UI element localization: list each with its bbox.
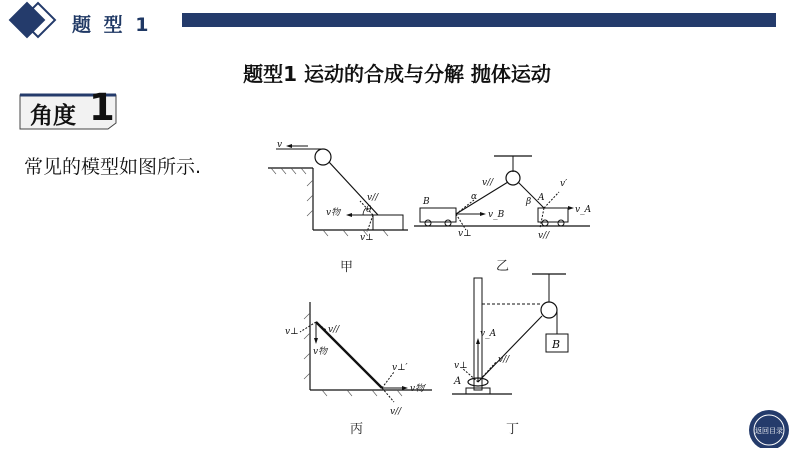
header-title: 题 型 1	[72, 14, 152, 36]
angle-label: 角度	[30, 103, 76, 129]
header-stripe	[182, 13, 776, 27]
figure-yi	[414, 150, 592, 240]
svg-text:B: B	[552, 338, 561, 351]
page-title: 题型1 运动的合成与分解 抛体运动	[243, 62, 551, 86]
svg-text:v_A: v_A	[575, 205, 592, 215]
svg-text:v//: v//	[367, 193, 379, 203]
svg-text:v物: v物	[326, 208, 341, 218]
angle-number: 1	[89, 86, 115, 129]
svg-text:v//: v//	[390, 407, 402, 416]
svg-text:v_A: v_A	[480, 329, 497, 339]
description-text: 常见的模型如图所示.	[24, 156, 202, 178]
figure-bing	[282, 298, 442, 416]
svg-text:β: β	[526, 197, 532, 207]
back-to-contents-label: 返回目录	[755, 427, 783, 435]
svg-text:v//: v//	[328, 325, 340, 335]
svg-text:v⊥′: v⊥′	[392, 363, 408, 373]
back-to-contents-icon	[745, 404, 789, 448]
svg-text:v_B: v_B	[488, 210, 505, 220]
svg-text:v⊥: v⊥	[285, 327, 299, 337]
svg-text:A: A	[454, 376, 462, 387]
figure-ding-caption: 丁	[506, 422, 520, 437]
svg-text:v//: v//	[482, 178, 494, 188]
svg-text:v//: v//	[538, 231, 550, 240]
svg-text:v′: v′	[560, 179, 568, 189]
svg-text:v⊥: v⊥	[360, 233, 374, 240]
svg-text:v⊥: v⊥	[458, 229, 472, 239]
svg-text:θ: θ	[366, 205, 372, 215]
svg-text:v⊥: v⊥	[454, 361, 468, 371]
svg-text:v//: v//	[498, 355, 510, 365]
figure-jia	[268, 140, 418, 240]
figure-bing-caption: 丙	[350, 422, 364, 437]
svg-text:v物: v物	[313, 347, 328, 357]
figure-yi-caption: 乙	[496, 259, 510, 274]
svg-text:v: v	[277, 140, 283, 150]
svg-text:α: α	[471, 192, 478, 202]
svg-text:B: B	[423, 197, 430, 207]
svg-text:v物′: v物′	[410, 384, 427, 394]
svg-text:A: A	[538, 193, 545, 203]
figure-ding	[452, 268, 576, 400]
back-to-contents-button[interactable]	[745, 404, 789, 448]
figure-jia-caption: 甲	[340, 260, 354, 275]
